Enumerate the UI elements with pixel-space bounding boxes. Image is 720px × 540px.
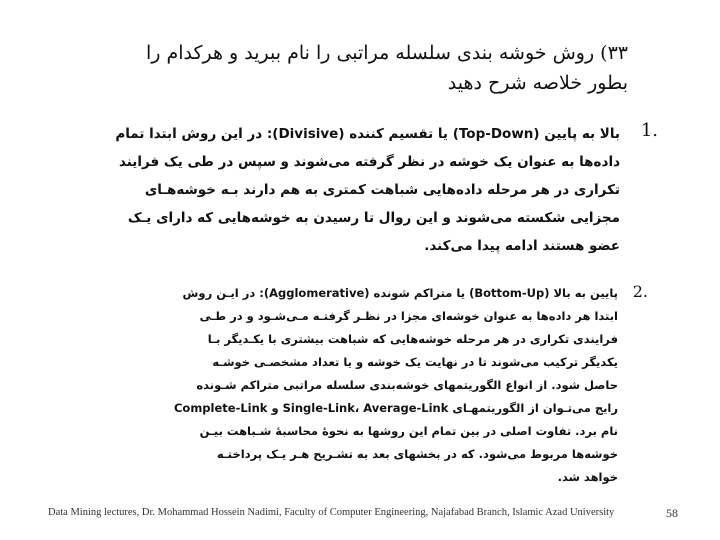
title-line-2: بطور خلاصه شرح دهید [447, 72, 628, 94]
list-item-body [60, 120, 620, 260]
list-item-bottom-up [88, 282, 648, 489]
text-line: فرایندی تکراری در هر مرحله خوشه‌هایی که شباهت بیشتری با یکـدیگر بـا [207, 332, 618, 346]
text-line: رایج می‌تـوان از الگوریتمهـای Single-Link، Average-Link و Complete-Link [173, 401, 618, 415]
slide-title [68, 38, 628, 98]
page-number: 58 [666, 506, 678, 520]
text-line: بالا به پایین (Top-Down) یا تقسیم کننده (Divisive): در این روش ابتدا تمام [115, 126, 620, 142]
list-number: 1. [640, 120, 658, 141]
slide-footer: Data Mining lectures, Dr. Mohammad Hossein Nadimi, Faculty of Computer Engineering, Najafabad Branch, Islamic Azad University [48, 507, 615, 518]
text-line: ابتدا هر داده‌ها به عنوان خوشه‌ای مجزا در نظـر گرفتـه مـی‌شـود و در طـی [199, 309, 618, 323]
text-line: نام برد. تفاوت اصلی در بین تمام این روشها به نحوهٔ محاسبهٔ شـباهت بیـن [199, 424, 618, 438]
text-line: داده‌ها به عنوان یک خوشه در نظر گرفته می‌شوند و سپس در طی یک فرایند [118, 154, 620, 170]
text-line: عضو هستند ادامه پیدا می‌کند. [424, 238, 620, 254]
text-line: خواهد شد. [557, 470, 618, 484]
list-item-top-down [60, 120, 658, 260]
text-line: خوشه‌ها مربوط می‌شود. که در بخشهای بعد به تشـریح هـر یـک پرداختـه [216, 447, 618, 461]
text-line: تکراری در هر مرحله داده‌هایی شباهت کمتری به هم دارند بـه خوشه‌هـای [144, 182, 620, 198]
text-line: حاصل شود. از انواع الگوریتمهای خوشه‌بندی سلسله مراتبی متراکم شـونده [196, 378, 618, 392]
text-line: مجزایی شکسته می‌شوند و این روال تا رسیدن به خوشه‌هایی که دارای یـک [127, 210, 620, 226]
text-line: پایین به بالا (Bottom-Up) یا متراکم شونده (Agglomerative): در ایـن روش [182, 286, 618, 300]
list-item-body [88, 282, 618, 489]
title-line-1: ۳۳) روش خوشه بندی سلسله مراتبی را نام ببرید و هرکدام را [145, 42, 628, 64]
list-number: 2. [632, 282, 648, 301]
text-line: یکدیگر ترکیب می‌شوند تا در نهایت یک خوشه و یا تعداد مشخصـی خوشـه [212, 355, 618, 369]
